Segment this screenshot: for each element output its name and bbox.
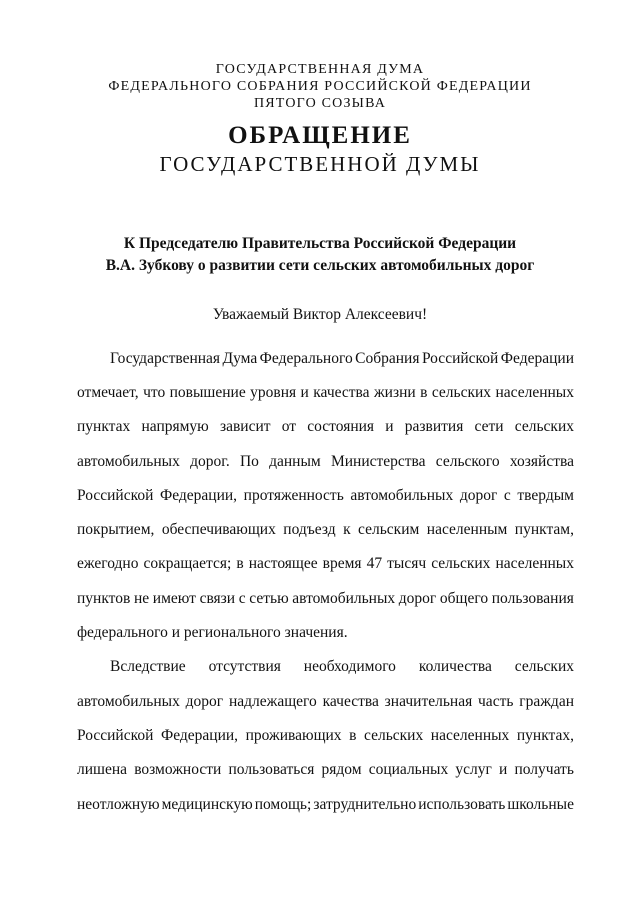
body-word: дорог. xyxy=(190,453,230,470)
body-word: не xyxy=(133,590,150,607)
body-line xyxy=(110,350,574,368)
addressee-line-1: К Председателю Правительства Российской Федерации xyxy=(123,235,517,252)
body-word: сокращается; xyxy=(143,555,232,572)
body-word: твердым xyxy=(517,487,574,504)
body-word: Федерации, xyxy=(160,727,239,744)
body-line xyxy=(110,658,574,676)
body-line xyxy=(77,521,574,539)
body-word: населенных xyxy=(430,727,510,744)
body-word: сельских xyxy=(514,418,574,435)
body-word: и xyxy=(300,384,309,401)
body-word: в xyxy=(236,555,244,572)
body-word: напрямую xyxy=(141,418,209,435)
body-word: время xyxy=(322,555,362,572)
body-word: ежегодно xyxy=(77,555,139,572)
body-word: с xyxy=(503,487,511,504)
body-word: Государственная xyxy=(110,350,221,367)
body-word: граждан xyxy=(519,693,574,710)
body-line xyxy=(77,555,574,573)
body-word: настоящее xyxy=(248,555,318,572)
body-word: уровня xyxy=(250,384,297,401)
body-word: и xyxy=(385,418,394,435)
body-word: развития xyxy=(404,418,464,435)
body-line: федерального и регионального значения. xyxy=(77,624,348,641)
header-line-1: ГОСУДАРСТВЕННАЯ ДУМА xyxy=(215,62,425,77)
body-word: часть xyxy=(478,693,514,710)
header-line-2: ФЕДЕРАЛЬНОГО СОБРАНИЯ РОССИЙСКОЙ ФЕДЕРАЦИИ xyxy=(108,79,532,94)
body-line xyxy=(77,590,574,608)
document-title: ОБРАЩЕНИЕ xyxy=(228,122,412,149)
body-word: отсутствия xyxy=(208,658,281,675)
body-word: связи xyxy=(199,590,236,607)
body-word: услуг xyxy=(455,761,492,778)
body-word: сельских xyxy=(431,555,491,572)
body-line xyxy=(77,761,574,779)
body-word: к xyxy=(343,521,351,538)
body-word: Российской xyxy=(77,727,154,744)
body-word: в xyxy=(349,727,357,744)
body-word: получать xyxy=(514,761,574,778)
body-word: пунктов xyxy=(77,590,131,607)
body-word: Собрания xyxy=(355,350,420,367)
body-word: протяженность xyxy=(243,487,344,504)
body-word: сельских xyxy=(514,658,574,675)
body-word: возможности xyxy=(134,761,222,778)
body-word: значительная xyxy=(384,693,473,710)
body-line xyxy=(77,453,574,471)
body-word: в xyxy=(420,384,428,401)
body-word: школьные xyxy=(507,796,574,813)
body-word: сельских xyxy=(364,727,424,744)
body-word: повышение xyxy=(169,384,246,401)
body-word: социальных xyxy=(368,761,449,778)
body-word: Российской xyxy=(77,487,154,504)
body-word: общего xyxy=(439,590,489,607)
body-word: использовать xyxy=(418,796,506,813)
body-word: автомобильных xyxy=(292,590,396,607)
body-word: неотложную xyxy=(77,796,160,813)
body-word: населенным xyxy=(426,521,508,538)
body-word: Федерации, xyxy=(159,487,238,504)
body-word: Федерального xyxy=(259,350,353,367)
body-word: данным xyxy=(269,453,321,470)
body-word: подъезд xyxy=(283,521,336,538)
body-word: медицинскую xyxy=(161,796,253,813)
body-word: затруднительно xyxy=(313,796,417,813)
body-word: проживающих xyxy=(245,727,342,744)
body-word: хозяйства xyxy=(509,453,574,470)
body-word: автомобильных xyxy=(350,487,454,504)
body-line xyxy=(77,693,574,711)
body-word: качества xyxy=(322,693,379,710)
body-word: лишена xyxy=(77,761,128,778)
body-word: автомобильных xyxy=(77,693,180,710)
body-word: пунктах, xyxy=(516,727,574,744)
body-word: пользования xyxy=(491,590,574,607)
body-word: дорог xyxy=(185,693,224,710)
header-line-3: ПЯТОГО СОЗЫВА xyxy=(253,96,387,111)
body-word: сельским xyxy=(358,521,420,538)
body-word: зависит xyxy=(219,418,271,435)
body-word: пунктам, xyxy=(514,521,574,538)
body-word: необходимого xyxy=(303,658,396,675)
body-word: населенных xyxy=(495,384,574,401)
body-word: автомобильных xyxy=(77,453,180,470)
body-word: дорог xyxy=(398,590,437,607)
body-word: отмечает, xyxy=(77,384,139,401)
body-line xyxy=(77,796,574,814)
salutation: Уважаемый Виктор Алексеевич! xyxy=(212,306,428,323)
body-word: сетью xyxy=(249,590,289,607)
body-word: тысяч xyxy=(387,555,427,572)
body-word: что xyxy=(143,384,166,401)
body-word: обеспечивающих xyxy=(161,521,276,538)
body-word: надлежащего xyxy=(228,693,317,710)
body-word: Вследствие xyxy=(110,658,186,675)
body-word: пользоваться xyxy=(228,761,315,778)
body-word: имеют xyxy=(152,590,196,607)
body-word: с xyxy=(238,590,246,607)
body-word: жизни xyxy=(373,384,416,401)
body-word: сети xyxy=(474,418,504,435)
body-line xyxy=(77,418,574,436)
body-word: сельского xyxy=(435,453,500,470)
body-word: пунктах xyxy=(77,418,131,435)
body-word: Российской xyxy=(421,350,499,367)
body-line xyxy=(77,727,574,745)
body-word: Федерации xyxy=(500,350,574,367)
document-subtitle: ГОСУДАРСТВЕННОЙ ДУМЫ xyxy=(159,152,481,176)
body-word: Дума xyxy=(222,350,258,367)
body-line xyxy=(77,487,574,505)
body-word: сельских xyxy=(431,384,492,401)
body-word: и xyxy=(499,761,508,778)
body-word: По xyxy=(239,453,259,470)
body-word: рядом xyxy=(321,761,362,778)
body-word: помощь; xyxy=(254,796,312,813)
body-word: состояния xyxy=(307,418,375,435)
body-line xyxy=(77,384,574,402)
body-word: качества xyxy=(313,384,370,401)
body-word: Министерства xyxy=(330,453,426,470)
body-word: дорог xyxy=(459,487,498,504)
body-word: 47 xyxy=(366,555,383,572)
body-word: количества xyxy=(418,658,492,675)
body-word: покрытием, xyxy=(77,521,155,538)
body-word: населенных xyxy=(495,555,574,572)
addressee-line-2: В.А. Зубкову о развитии сети сельских автомобильных дорог xyxy=(105,257,535,274)
body-word: от xyxy=(281,418,297,435)
